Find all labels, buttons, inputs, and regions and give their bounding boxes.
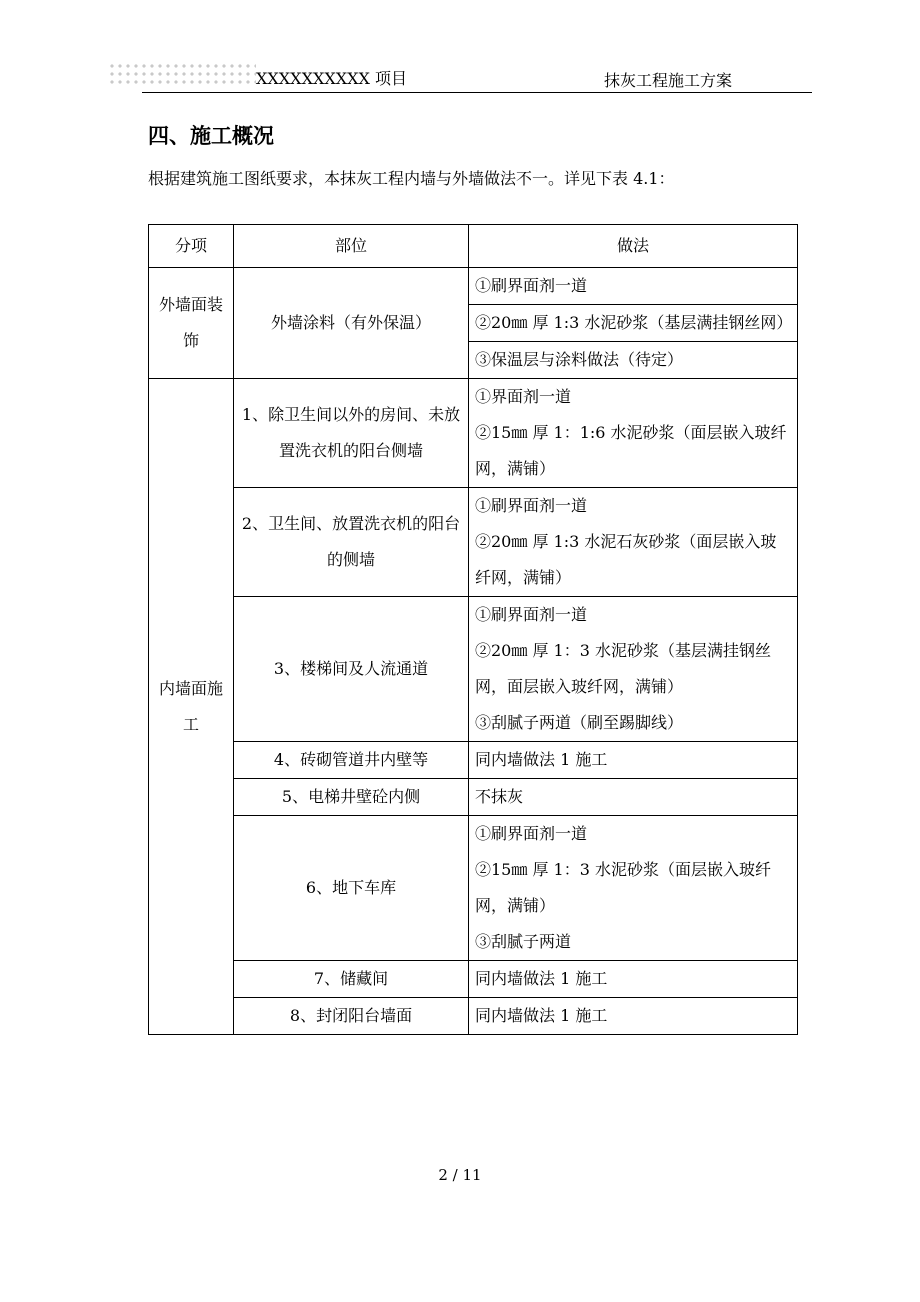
table-row: [149, 268, 798, 305]
method-cell: [469, 488, 798, 597]
table-row: [149, 961, 798, 998]
table-header-row: [149, 225, 798, 268]
method-cell: [469, 597, 798, 742]
part-cell: 5、电梯井壁砼内侧: [234, 779, 469, 816]
table-row: [149, 597, 798, 742]
category-cell-interior: 内墙面施工: [149, 379, 234, 1035]
header-category: 分项: [149, 225, 234, 268]
part-cell: 1、除卫生间以外的房间、未放置洗衣机的阳台侧墙: [234, 379, 469, 488]
header-project: XXXXXXXXXX 项目: [256, 69, 407, 88]
table-row: [149, 488, 798, 597]
method-cell: [469, 816, 798, 961]
company-logo: [108, 62, 256, 88]
method-cell: ①刷界面剂一道: [469, 268, 798, 305]
method-line: ②15㎜ 厚 1：1:6 水泥砂浆（面层嵌入玻纤网，满铺）: [475, 423, 787, 478]
method-line: ①刷界面剂一道: [475, 824, 588, 843]
page-number: 2 / 11: [438, 1166, 482, 1184]
header-method: 做法: [469, 225, 798, 268]
method-line: ②20㎜ 厚 1:3 水泥石灰砂浆（面层嵌入玻纤网，满铺）: [475, 532, 777, 587]
part-cell: 8、封闭阳台墙面: [234, 998, 469, 1035]
header-part: 部位: [234, 225, 469, 268]
method-cell: [469, 379, 798, 488]
table-row: [149, 379, 798, 488]
table-row: [149, 998, 798, 1035]
method-cell: 不抹灰: [469, 779, 798, 816]
method-cell: 同内墙做法 1 施工: [469, 998, 798, 1035]
part-cell: 外墙涂料（有外保温）: [234, 268, 469, 379]
table-row: [149, 742, 798, 779]
intro-paragraph: 根据建筑施工图纸要求，本抹灰工程内墙与外墙做法不一。详见下表 4.1：: [148, 169, 675, 188]
part-cell: 6、地下车库: [234, 816, 469, 961]
plaster-method-table: [148, 224, 798, 1035]
section-heading: 四、施工概况: [148, 124, 274, 148]
method-cell: ②20㎜ 厚 1:3 水泥砂浆（基层满挂钢丝网）: [469, 305, 798, 342]
method-line: ②15㎜ 厚 1：3 水泥砂浆（面层嵌入玻纤网，满铺）: [475, 860, 771, 915]
method-line: ②20㎜ 厚 1：3 水泥砂浆（基层满挂钢丝网，面层嵌入玻纤网，满铺）: [475, 641, 771, 696]
header-doc-title: 抹灰工程施工方案: [603, 71, 732, 90]
part-cell: 3、楼梯间及人流通道: [234, 597, 469, 742]
part-cell: 4、砖砌管道井内壁等: [234, 742, 469, 779]
table-row: [149, 779, 798, 816]
method-cell: ③保温层与涂料做法（待定）: [469, 342, 798, 379]
part-cell: 2、卫生间、放置洗衣机的阳台的侧墙: [234, 488, 469, 597]
method-line: ③刮腻子两道（刷至踢脚线）: [475, 713, 684, 732]
category-cell-exterior: 外墙面装饰: [149, 268, 234, 379]
table-row: [149, 816, 798, 961]
method-line: ①界面剂一道: [475, 387, 572, 406]
page-header: [142, 62, 812, 93]
method-line: ①刷界面剂一道: [475, 496, 588, 515]
method-cell: 同内墙做法 1 施工: [469, 961, 798, 998]
part-cell: 7、储藏间: [234, 961, 469, 998]
method-cell: 同内墙做法 1 施工: [469, 742, 798, 779]
method-line: ③刮腻子两道: [475, 932, 572, 951]
method-line: ①刷界面剂一道: [475, 605, 588, 624]
